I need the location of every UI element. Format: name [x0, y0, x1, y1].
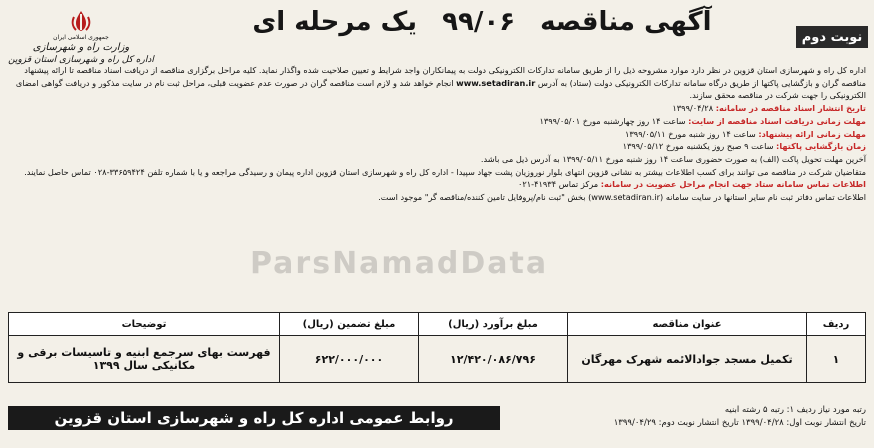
iran-emblem-icon: [68, 8, 94, 34]
registration-offices-line: اطلاعات تماس دفاتر ثبت نام سایر استانها در سایت سامانه (www.setadiran.ir) بخش "ثبت نام/پروفایل تامین کننده/مناقصه گر" موجود است.: [378, 192, 866, 203]
required-grade: رتبه مورد نیاز ردیف ۱: رتبه ۵ رشته ابنیه: [724, 405, 866, 415]
col-header-title: عنوان مناقصه: [568, 313, 807, 336]
intro-paragraph: [8, 64, 866, 102]
republic-label: جمهوری اسلامی ایران: [53, 34, 109, 41]
setad-contact-label: اطلاعات تماس سامانه ستاد جهت انجام مراحل عضویت در سامانه:: [600, 179, 866, 190]
publication-dates: تاریخ انتشار نوبت اول: ۱۳۹۹/۰۴/۲۸ تاریخ انتشار نوبت دوم: ۱۳۹۹/۰۴/۲۹: [613, 418, 866, 428]
footer-info: [566, 404, 866, 430]
bid-deadline-value: ساعت ۱۴ روز شنبه مورخ ۱۳۹۹/۰۵/۱۱: [625, 128, 756, 139]
publication-round-badge: نوبت دوم: [796, 26, 868, 48]
setad-contact-value: مرکز تماس ۴۱۹۳۴-۰۲۱: [517, 179, 599, 190]
col-header-description: توضیحات: [9, 313, 280, 336]
ministry-label: وزارت راه و شهرسازی: [32, 42, 130, 53]
envelope-deadline-line: آخرین مهلت تحویل پاکت (الف) به صورت حضوری ساعت ۱۴ روز شنبه مورخ ۱۳۹۹/۰۵/۱۱ به آدرس ذیل می باشد.: [480, 153, 866, 164]
estimate-cell: ۱۲/۴۲۰/۰۸۶/۷۹۶: [419, 336, 568, 383]
ministry-emblem: [6, 8, 156, 70]
col-header-estimate: مبلغ برآورد (ریال): [419, 313, 568, 336]
title-cell: تکمیل مسجد جوادالائمه شهرک مهرگان: [568, 336, 807, 383]
watermark: ParsNamadData: [250, 246, 549, 281]
setad-website-link[interactable]: www.setadiran.ir: [456, 77, 536, 88]
contact-address-line: متقاضیان شرکت در مناقصه می توانند برای کسب اطلاعات بیشتر به نشانی قزوین انتهای بلوار نوروزیان پشت جهاد سپیدا - اداره کل راه و شهرسازی استان قزوین اداره پیمان و رسیدگی مراجعه و یا با شماره تلفن ۳۳۶۵۹۴۲۴-۰۲۸ تماس حاصل نمایند.: [24, 166, 866, 177]
opening-time-value: ساعت ۹ صبح روز یکشنبه مورخ ۱۳۹۹/۰۵/۱۲: [622, 141, 774, 152]
bid-deadline-line: [8, 128, 866, 141]
public-relations-banner: روابط عمومی اداره کل راه و شهرسازی استان قزوین: [8, 406, 500, 430]
intro-text-2: انجام خواهد شد و لازم است مناقصه گران در صورت عدم عضویت قبلی، مراحل ثبت نام در سایت مذکور و دریافت گواهی امضای الکترونیکی را جهت شرکت در مناقصه محقق سازند.: [15, 77, 866, 101]
bid-deadline-label: مهلت زمانی ارائه پیشنهاد:: [758, 128, 866, 139]
col-header-guarantee: مبلغ تضمین (ریال): [280, 313, 419, 336]
row-number-cell: ۱: [807, 336, 866, 383]
guarantee-cell: ۶۲۲/۰۰۰/۰۰۰: [280, 336, 419, 383]
intro-text: اداره کل راه و شهرسازی استان قزوین در نظر دارد موارد مشروحه ذیل را از طریق سامانه تدارکات الکترونیکی دولت به پیمانکاران واجد شرایط و تعیین صلاحیت شده واگذار نماید. کلیه مراحل برگزاری مناقصه از دریافت اسناد مناقصه تا ارائه پیشنهاد مناقصه گران و بازگشایی پاکتها از طریق درگاه سامانه تدارکات الکترونیکی دولت (ستاد) به آدرس: [24, 65, 866, 88]
table-row: [9, 336, 866, 383]
col-header-row-number: ردیف: [807, 313, 866, 336]
publish-date-label: تاریخ انتشار اسناد مناقصه در سامانه:: [715, 103, 866, 114]
department-label: اداره کل راه و شهرسازی استان قزوین: [8, 55, 154, 65]
setad-contact-line: [8, 178, 866, 191]
publish-date-line: [8, 102, 866, 115]
opening-time-label: زمان بازگشایی پاکتها:: [776, 141, 866, 152]
document-deadline-value: ساعت ۱۴ روز چهارشنبه مورخ ۱۳۹۹/۰۵/۰۱: [539, 115, 686, 126]
title-number: ۹۹/۰۶: [442, 7, 516, 37]
document-deadline-line: [8, 115, 866, 128]
description-cell: فهرست بهای سرجمع ابنیه و تاسیسات برقی و مکانیکی سال ۱۳۹۹: [9, 336, 280, 383]
title-stage: یک مرحله ای: [252, 7, 418, 37]
tender-table: [8, 312, 866, 383]
publish-date-value: ۱۳۹۹/۰۴/۲۸: [672, 103, 714, 114]
notice-body: [8, 64, 866, 204]
notice-title: [190, 4, 774, 40]
opening-time-line: [8, 140, 866, 153]
title-main: آگهی مناقصه: [540, 7, 712, 37]
document-deadline-label: مهلت زمانی دریافت اسناد مناقصه از سایت:: [688, 115, 866, 126]
table-header-row: [9, 313, 866, 336]
